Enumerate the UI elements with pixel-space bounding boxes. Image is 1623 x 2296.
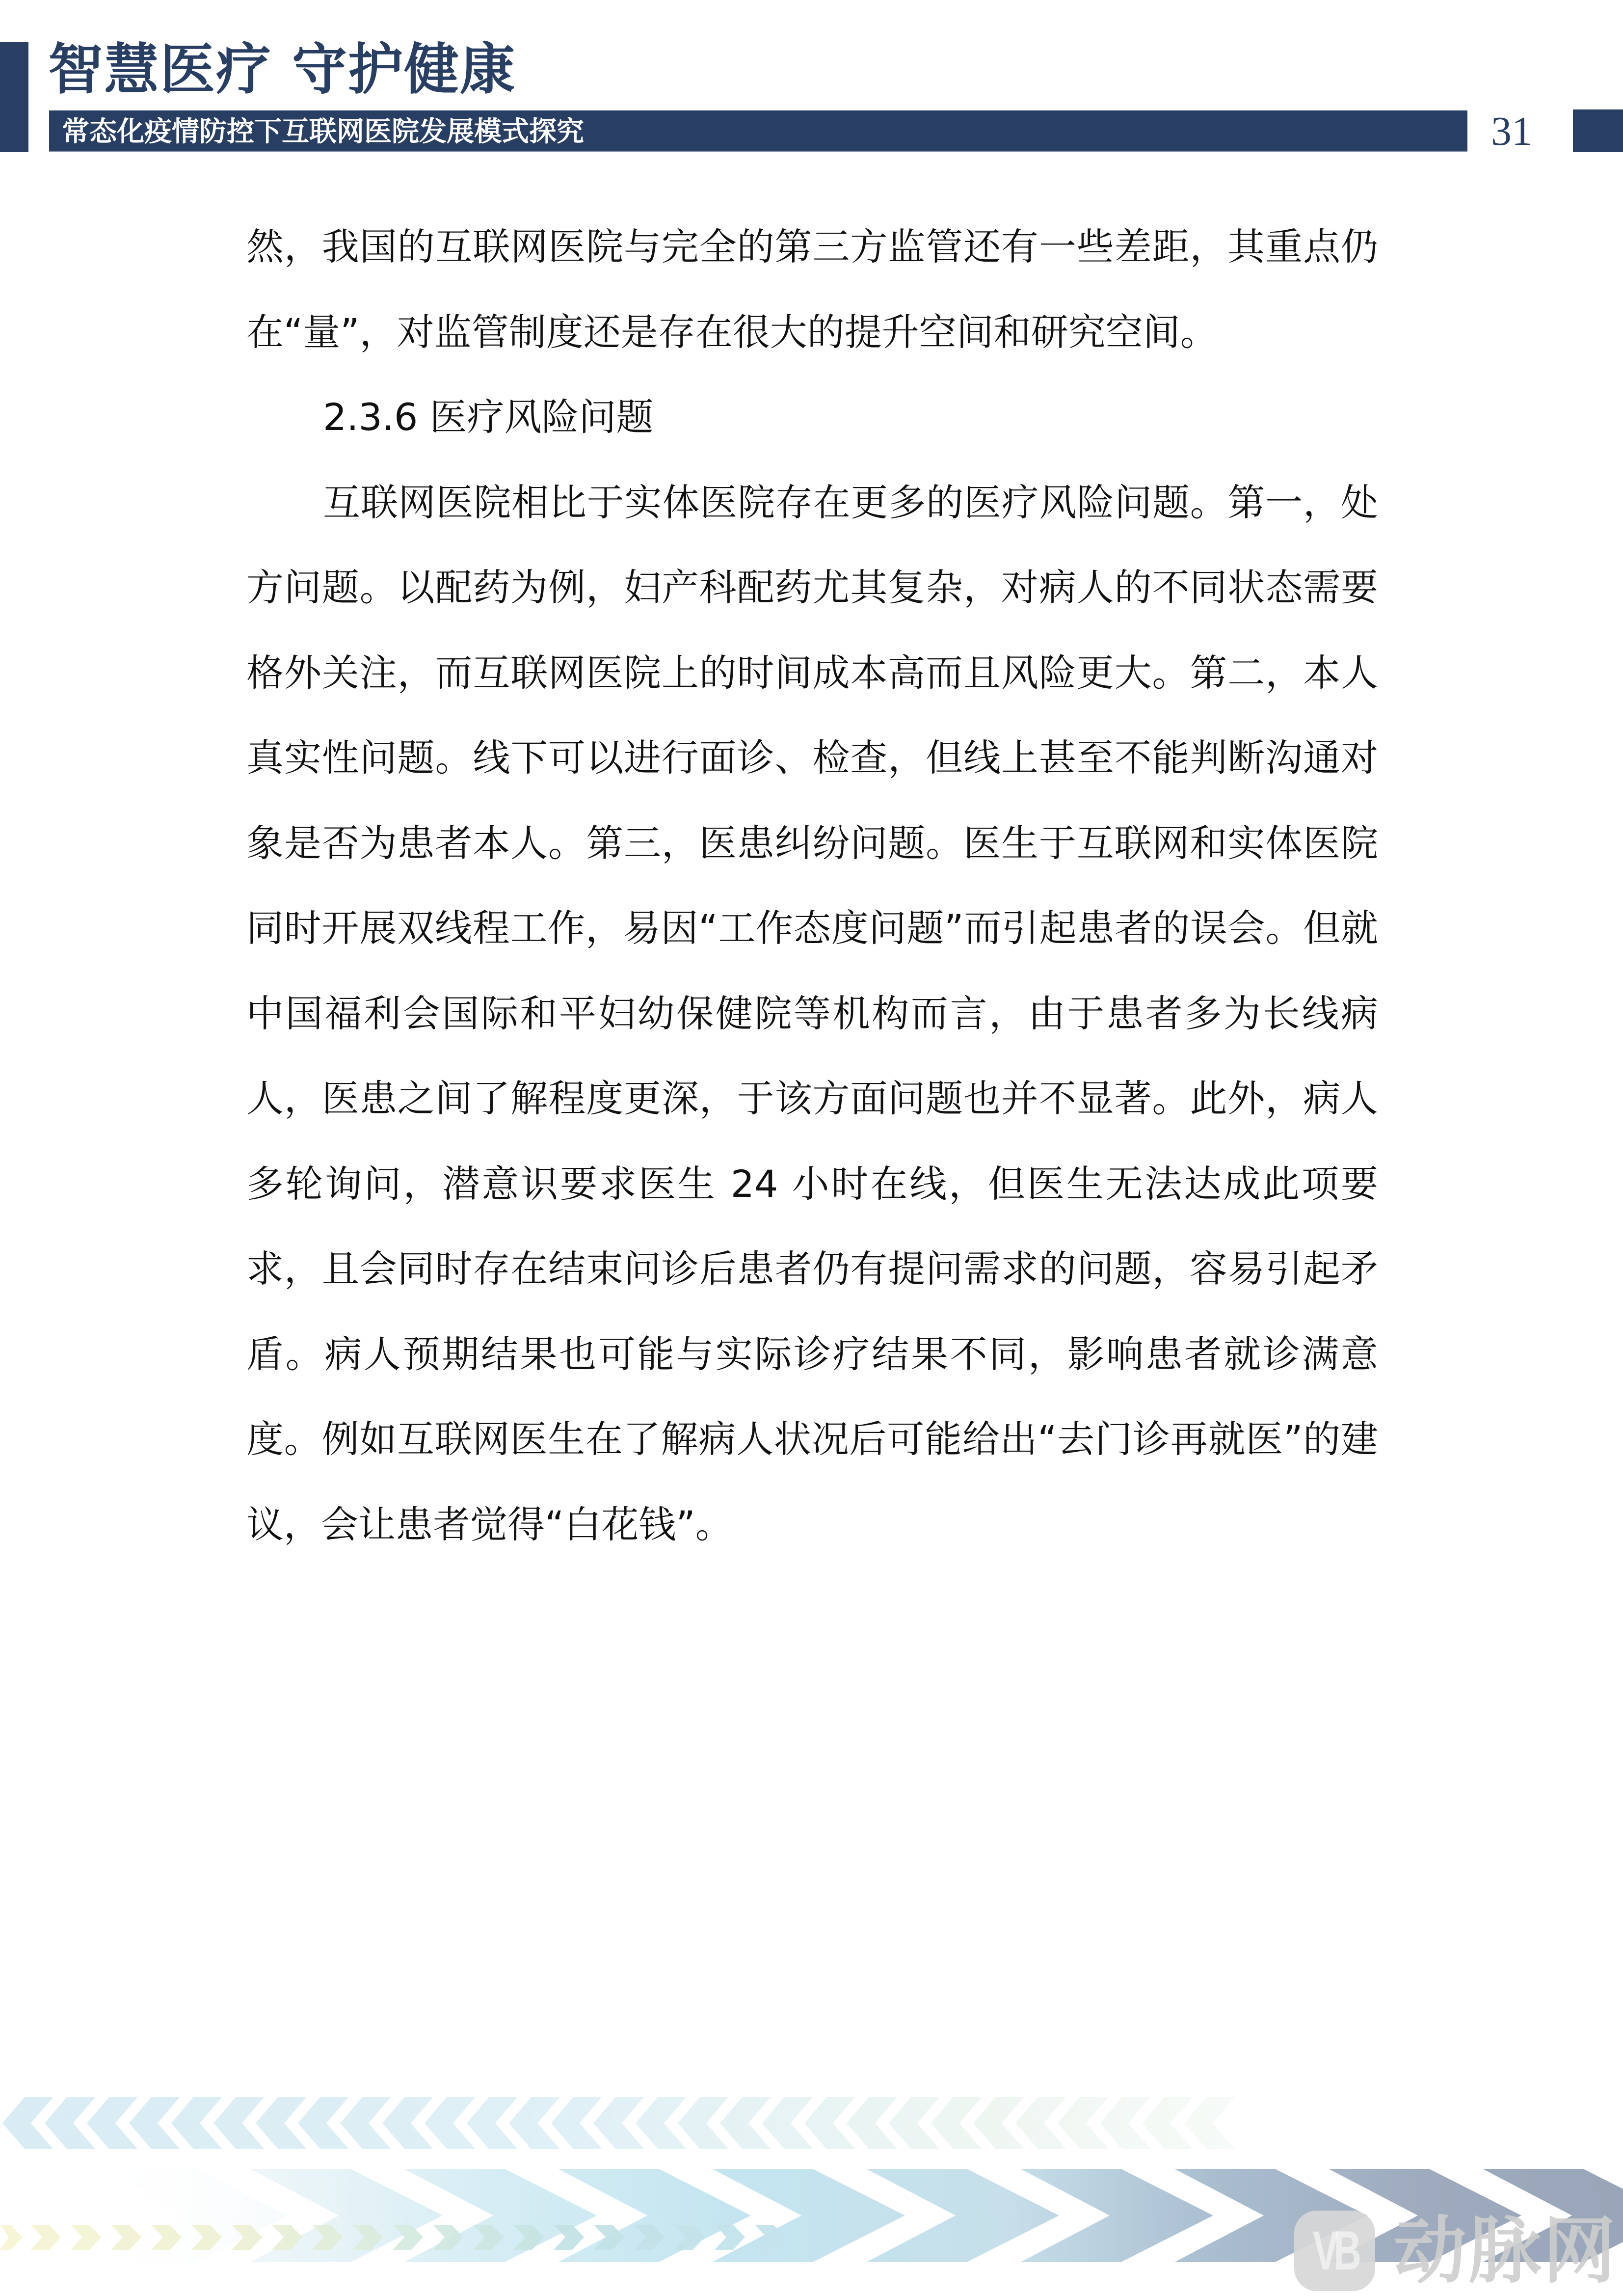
subtitle-banner: [49, 110, 1467, 152]
publication-title: 智慧医疗 守护健康: [48, 37, 516, 102]
page-body: [246, 204, 1378, 1567]
paragraph-medical-risk: 互联网医院相比于实体医院存在更多的医疗风险问题。第一，处方问题。以配药为例，妇产科配药尤其复杂，对病人的不同状态需要格外关注，而互联网医院上的时间成本高而且风险更大。第二，本人真实性问题。线下可以进行面诊、检查，但线上甚至不能判断沟通对象是否为患者本人。第三，医患纠纷问题。医生于互联网和实体医院同时开展双线程工作，易因“工作态度问题”而引起患者的误会。但就中国福利会国际和平妇幼保健院等机构而言，由于患者多为长线病人，医患之间了解程度更深，于该方面问题也并不显著。此外，病人多轮询问，潜意识要求医生 24 小时在线，但医生无法达成此项要求，且会同时存在结束问诊后患者仍有提问需求的问题，容易引起矛盾。病人预期结果也可能与实际诊疗结果不同，影响患者就诊满意度。例如互联网医生在了解病人状况后可能给出“去门诊再就医”的建议，会让患者觉得“白花钱”。: [246, 480, 1378, 1546]
paragraph-continued: 然，我国的互联网医院与完全的第三方监管还有一些差距，其重点仍在“量”，对监管制度还是存在很大的提升空间和研究空间。: [246, 225, 1378, 354]
header-right-accent-block: [1573, 109, 1623, 152]
report-subtitle: 常态化疫情防控下互联网医院发展模式探究: [62, 115, 584, 148]
section-heading: 2.3.6 医疗风险问题: [323, 395, 654, 439]
watermark-logo-icon: [1294, 2211, 1375, 2291]
left-chevron-row: [2, 2097, 1235, 2149]
watermark-logo-letters: VB: [1312, 2220, 1357, 2281]
watermark-text: 动脉网: [1394, 2209, 1618, 2293]
page-number: 31: [1491, 108, 1532, 154]
header-left-accent-bar: [0, 42, 28, 152]
decorative-chevron-band: [0, 2081, 1623, 2296]
